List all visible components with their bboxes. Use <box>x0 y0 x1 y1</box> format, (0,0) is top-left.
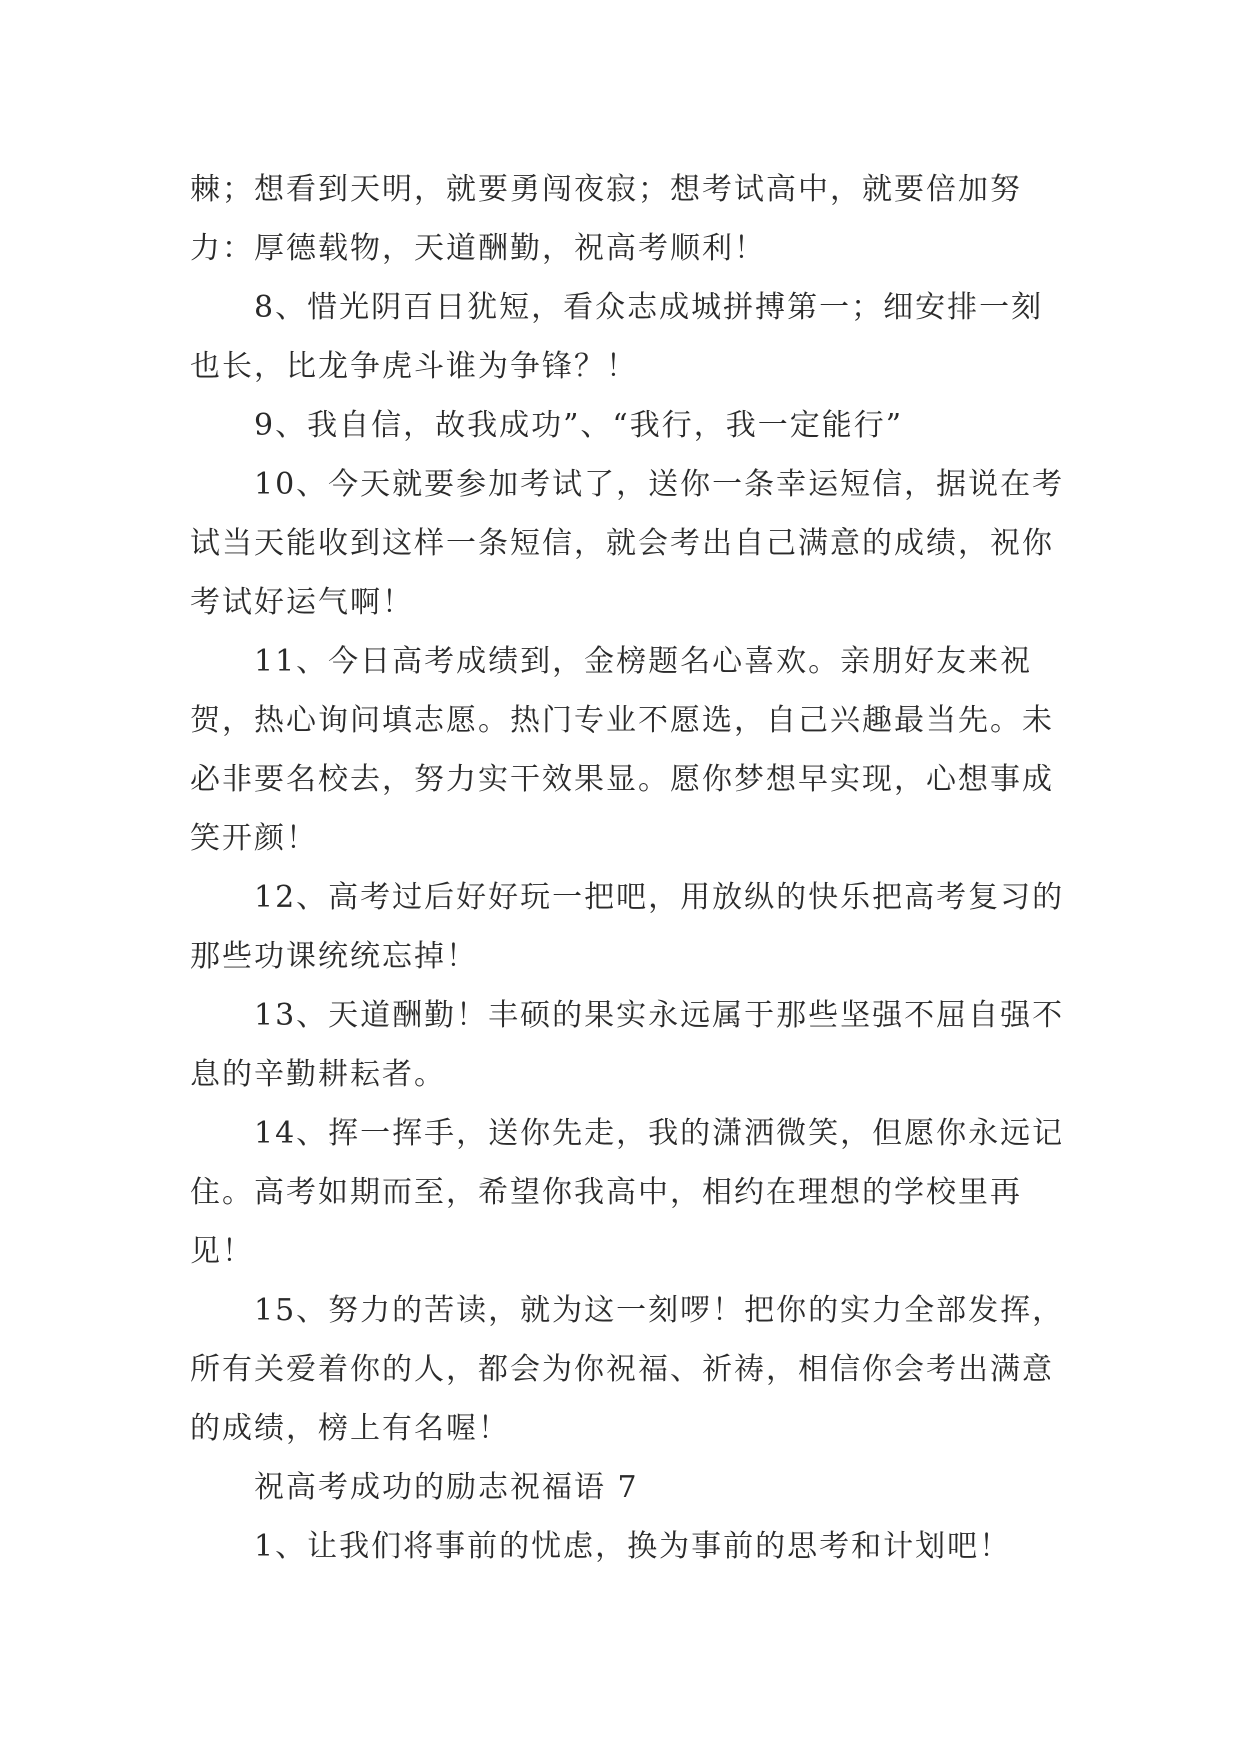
paragraph-item-15: 15、努力的苦读，就为这一刻啰！把你的实力全部发挥，所有关爱着你的人，都会为你祝福、祈祷，相信你会考出满意的成绩，榜上有名喔！ <box>190 1293 1065 1446</box>
paragraph-item-10: 10、今天就要参加考试了，送你一条幸运短信，据说在考试当天能收到这样一条短信，就会考出自己满意的成绩，祝你考试好运气啊！ <box>190 467 1065 620</box>
paragraph-continued: 棘；想看到天明，就要勇闯夜寂；想考试高中，就要倍加努力：厚德载物，天道酬勤，祝高考顺利！ <box>190 172 1022 266</box>
paragraph-item-9: 9、我自信，故我成功”、“我行，我一定能行” <box>254 408 904 443</box>
paragraph-item-13: 13、天道酬勤！丰硕的果实永远属于那些坚强不屈自强不息的辛勤耕耘者。 <box>190 998 1065 1092</box>
document-body <box>190 160 1070 1576</box>
paragraph-item-8: 8、惜光阴百日犹短，看众志成城拼搏第一；细安排一刻也长，比龙争虎斗谁为争锋？！ <box>190 290 1044 384</box>
section-heading: 祝高考成功的励志祝福语 7 <box>254 1470 639 1505</box>
paragraph-item-12: 12、高考过后好好玩一把吧，用放纵的快乐把高考复习的那些功课统统忘掉！ <box>190 880 1065 974</box>
paragraph-item-1: 1、让我们将事前的忧虑，换为事前的思考和计划吧！ <box>254 1529 1012 1564</box>
paragraph-item-11: 11、今日高考成绩到，金榜题名心喜欢。亲朋好友来祝贺，热心询问填志愿。热门专业不愿选，自己兴趣最当先。未必非要名校去，努力实干效果显。愿你梦想早实现，心想事成笑开颜！ <box>190 644 1054 856</box>
paragraph-item-14: 14、挥一挥手，送你先走，我的潇洒微笑，但愿你永远记住。高考如期而至，希望你我高中，相约在理想的学校里再见！ <box>190 1116 1065 1269</box>
